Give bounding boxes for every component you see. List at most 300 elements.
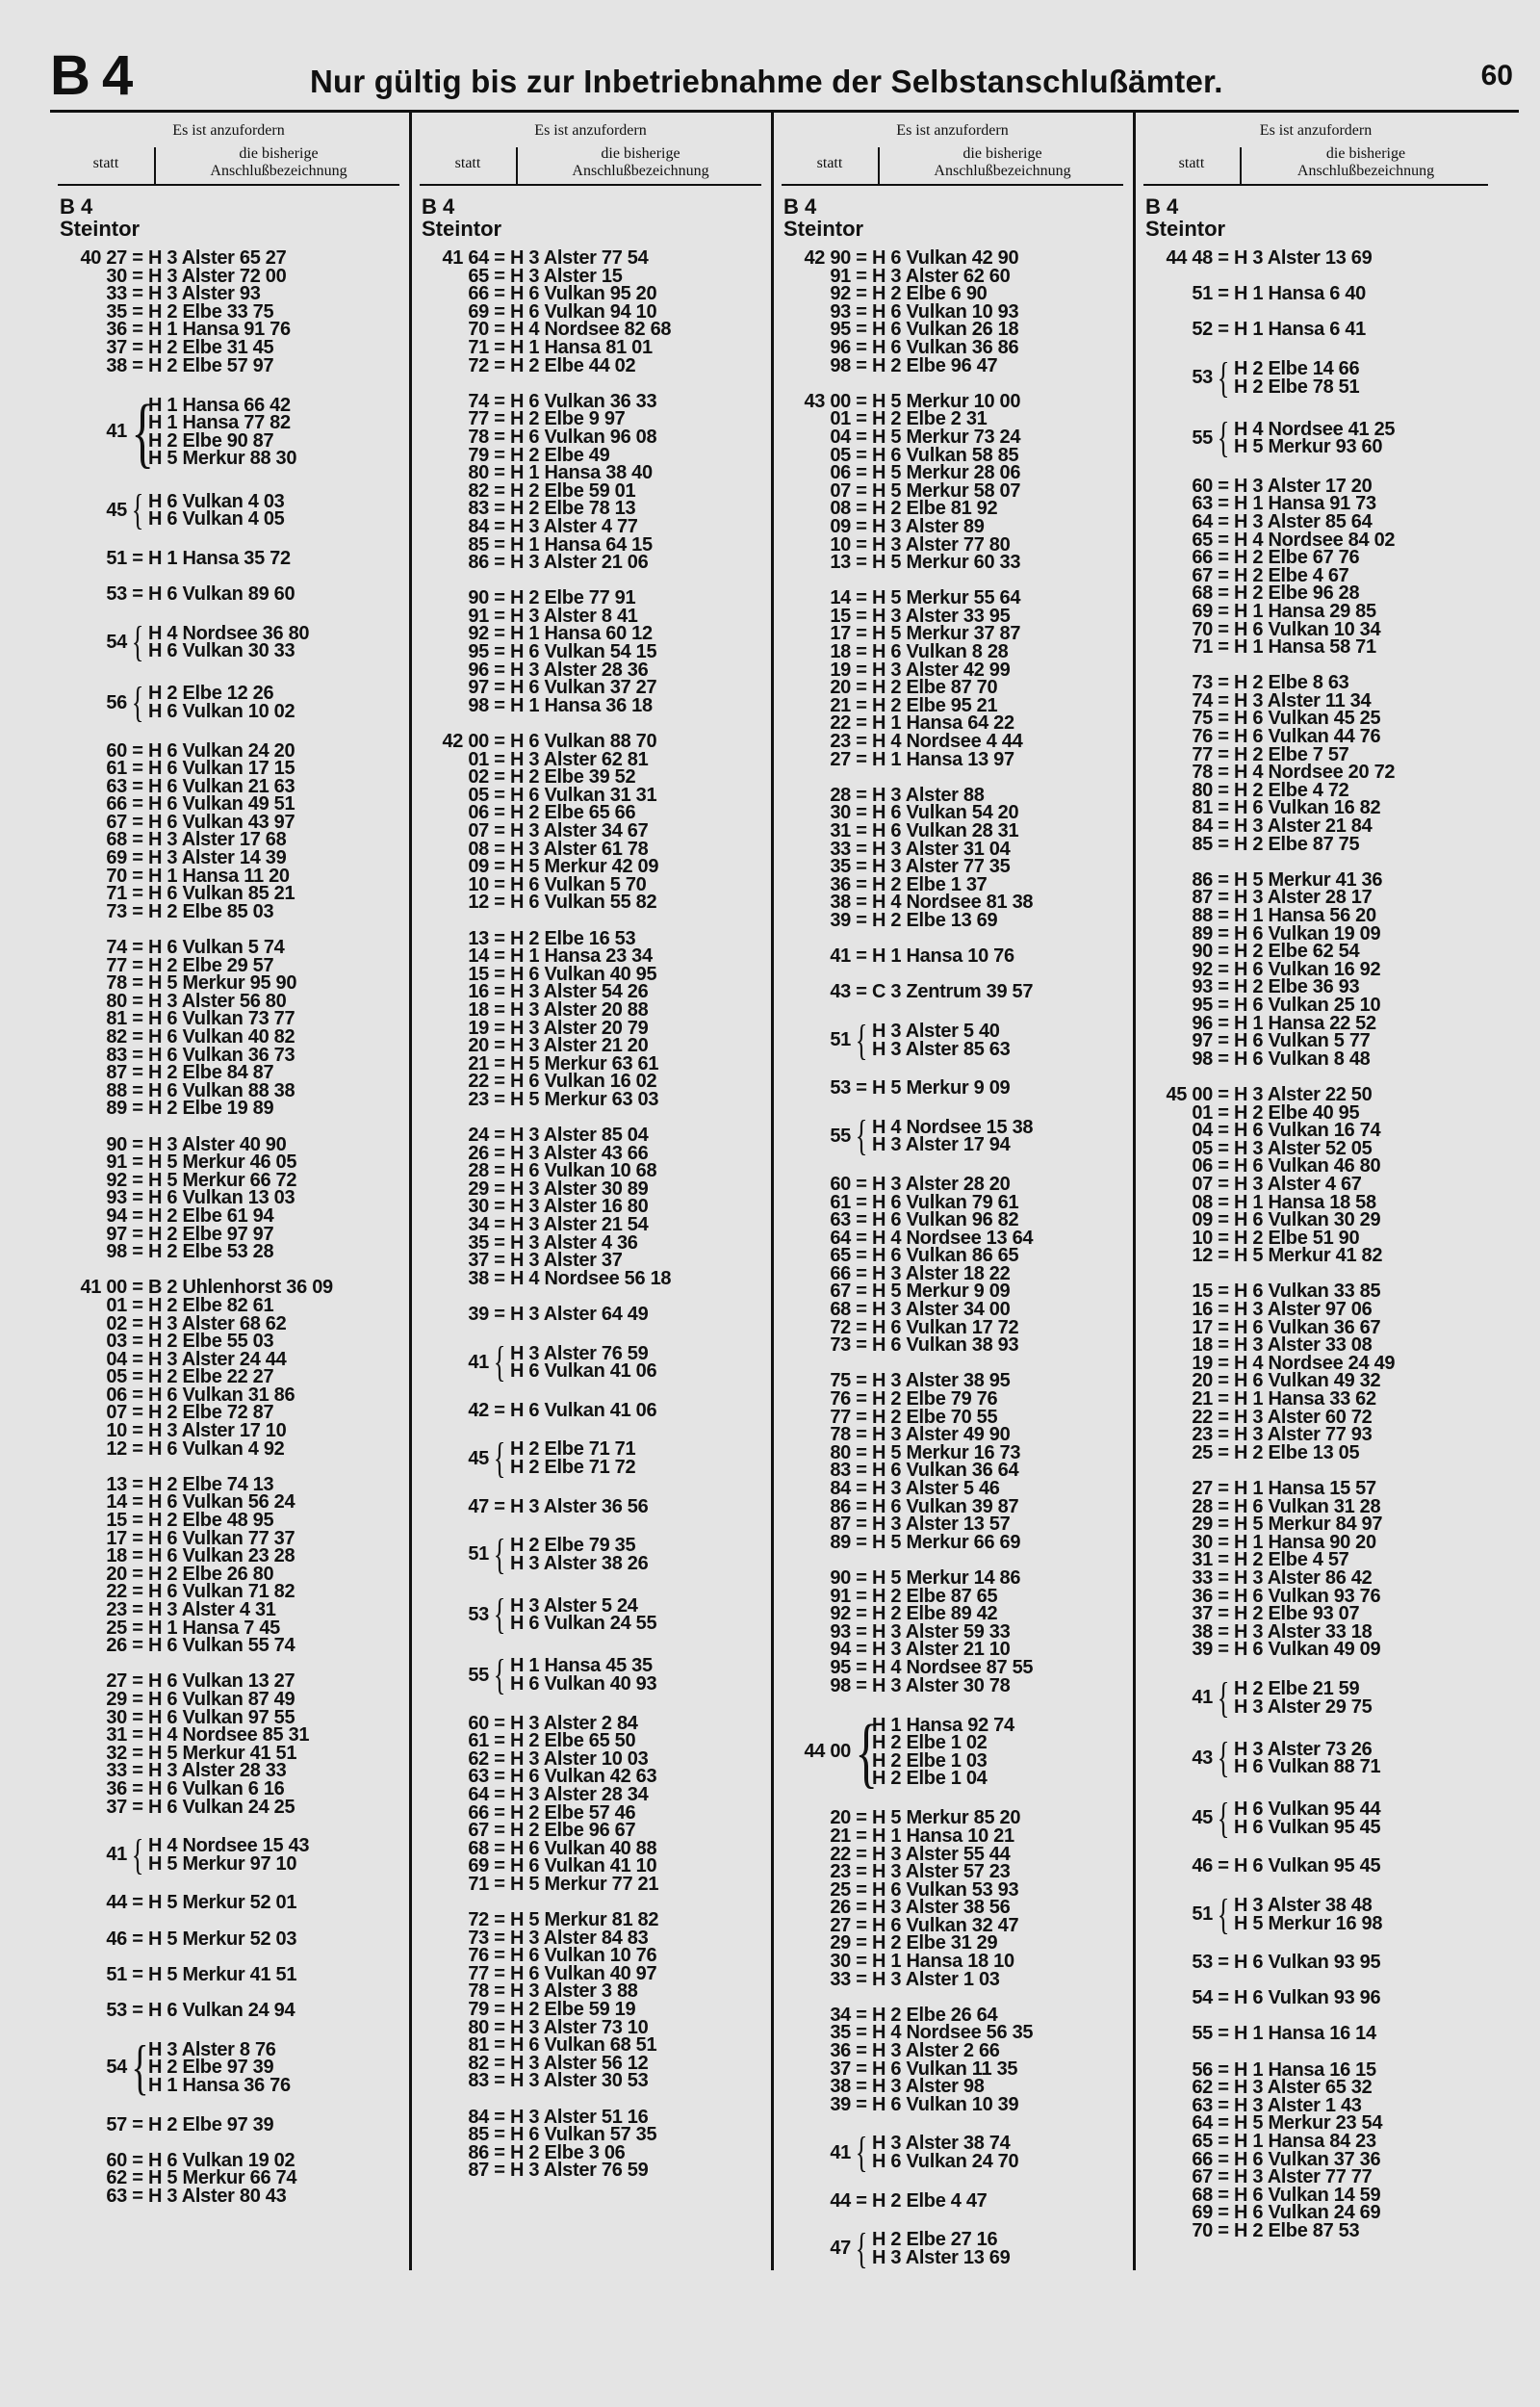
equals-sign: = <box>132 1617 143 1639</box>
prior-designation: H 3 Alster 17 20 <box>1234 475 1373 497</box>
prior-designation: H 2 Elbe 87 53 <box>1234 2220 1360 2241</box>
directory-column-2 <box>412 113 774 2270</box>
prior-designation: H 3 Alster 56 12 <box>510 2052 649 2074</box>
statt-number: 18 <box>106 1545 127 1567</box>
statt-number: 06 <box>468 802 489 824</box>
prior-designation: H 2 Elbe 7 57 <box>1234 743 1349 765</box>
statt-number: 41 <box>106 421 127 443</box>
prior-designation: H 6 Vulkan 8 48 <box>1234 1048 1371 1070</box>
statt-number: 65 <box>1192 2131 1213 2153</box>
equals-sign: = <box>132 883 143 905</box>
prior-designation: H 3 Alster 13 69 <box>1234 247 1373 269</box>
group-brace: { <box>131 486 144 534</box>
entry-group <box>782 1016 1123 1064</box>
statt-number: 30 <box>106 1706 127 1728</box>
equals-sign: = <box>132 1599 143 1620</box>
statt-number: 92 <box>468 623 489 645</box>
designation-list <box>148 685 295 720</box>
equals-sign: = <box>1218 1334 1229 1357</box>
prior-designation: H 2 Elbe 48 95 <box>148 1510 274 1532</box>
row-gap <box>58 724 399 742</box>
statt-number: 24 <box>468 1125 489 1147</box>
statt-number: 16 <box>468 981 489 1003</box>
prior-designation: H 6 Vulkan 40 97 <box>510 1962 657 1984</box>
statt-number: 53 <box>1192 367 1213 389</box>
equals-sign: = <box>1218 833 1229 855</box>
equals-sign: = <box>1218 600 1229 622</box>
statt-number: 96 <box>830 336 851 358</box>
statt-number: 91 <box>830 265 851 287</box>
entry-row <box>58 547 399 569</box>
entry-row <box>420 554 761 572</box>
prior-designation: H 2 Elbe 57 97 <box>148 354 274 376</box>
entry-row <box>782 1515 1123 1534</box>
directory-column-3 <box>774 113 1136 2270</box>
entry-row <box>782 748 1123 770</box>
statt-number: 31 <box>106 1724 127 1747</box>
statt-number: 26 <box>106 1635 127 1657</box>
equals-sign: = <box>1218 283 1229 305</box>
entry-row <box>1143 2133 1488 2151</box>
statt-number: 77 <box>1192 743 1213 765</box>
prior-designation: H 5 Merkur 77 21 <box>510 1873 659 1895</box>
equals-sign: = <box>494 1999 505 2021</box>
statt-number: 25 <box>1192 1441 1213 1463</box>
entry-row <box>1143 1122 1488 1140</box>
prior-designation: H 3 Alster 80 43 <box>148 2186 287 2208</box>
prior-designation: H 1 Hansa 22 52 <box>1234 1012 1376 1034</box>
statt-number: 42 90 <box>804 247 851 269</box>
equals-sign: = <box>494 587 505 609</box>
statt-number: 31 <box>1192 1549 1213 1571</box>
equals-sign: = <box>1218 743 1229 765</box>
statt-number: 51 <box>1192 283 1213 305</box>
equals-sign: = <box>132 1062 143 1084</box>
prior-designation: H 6 Vulkan 24 55 <box>510 1613 657 1635</box>
statt-number: 05 <box>1192 1137 1213 1159</box>
equals-sign: = <box>856 873 867 895</box>
equals-sign: = <box>856 1807 867 1829</box>
prior-designation: H 5 Merkur 41 36 <box>1234 868 1383 891</box>
statt-number: 67 <box>106 811 127 833</box>
prior-designation: H 6 Vulkan 93 76 <box>1234 1585 1381 1607</box>
statt-number: 63 <box>1192 493 1213 515</box>
statt-number: 10 <box>830 533 851 556</box>
prior-designation: H 3 Alster 64 49 <box>510 1304 649 1326</box>
prior-designation: H 6 Vulkan 10 34 <box>1234 618 1381 640</box>
statt-number: 61 <box>106 758 127 780</box>
entry-group <box>420 1591 761 1639</box>
statt-number: 92 <box>1192 958 1213 980</box>
statt-number: 28 <box>468 1160 489 1182</box>
equals-sign: = <box>494 1125 505 1147</box>
equals-sign: = <box>494 2016 505 2038</box>
equals-sign: = <box>1218 1441 1229 1463</box>
equals-sign: = <box>494 1231 505 1254</box>
equals-sign: = <box>1218 1370 1229 1392</box>
prior-designation: H 6 Vulkan 79 61 <box>872 1191 1019 1213</box>
row-gap <box>1143 1720 1488 1738</box>
equals-sign: = <box>494 927 505 949</box>
prior-designation: H 2 Elbe 1 03 <box>872 1749 988 1772</box>
entry-row <box>58 1028 399 1047</box>
prior-designation: H 2 Elbe 96 67 <box>510 1820 636 1842</box>
equals-sign: = <box>494 892 505 914</box>
designation-list <box>872 2135 1018 2170</box>
equals-sign: = <box>856 748 867 770</box>
statt-number: 20 <box>830 677 851 699</box>
statt-number: 39 <box>830 2093 851 2115</box>
prior-designation: H 2 Elbe 31 45 <box>148 336 274 358</box>
statt-number: 89 <box>830 1531 851 1553</box>
prior-designation: H 6 Vulkan 97 55 <box>148 1706 295 1728</box>
prior-designation: H 6 Vulkan 55 82 <box>510 892 657 914</box>
prior-designation: H 3 Alster 59 33 <box>872 1620 1011 1643</box>
prior-designation: H 6 Vulkan 30 33 <box>148 640 295 662</box>
entry-row <box>58 1726 399 1745</box>
prior-designation-label <box>520 145 761 180</box>
prior-designation: H 6 Vulkan 43 97 <box>148 811 295 833</box>
entry-group <box>58 678 399 726</box>
equals-sign: = <box>856 1299 867 1321</box>
entry-row <box>420 858 761 876</box>
equals-sign: = <box>494 1945 505 1967</box>
statt-number: 36 <box>830 2040 851 2062</box>
equals-sign: = <box>856 1514 867 1536</box>
statt-number: 22 <box>830 1843 851 1865</box>
statt-number: 21 <box>468 1052 489 1074</box>
statt-number: 23 <box>830 1861 851 1883</box>
prior-designation: H 2 Elbe 4 72 <box>1234 779 1349 801</box>
equals-sign: = <box>856 712 867 735</box>
statt-number: 38 <box>1192 1620 1213 1643</box>
equals-sign: = <box>494 1267 505 1289</box>
entry-row <box>58 900 399 922</box>
statt-number: 01 <box>1192 1101 1213 1124</box>
statt-number: 10 <box>1192 1227 1213 1249</box>
equals-sign: = <box>132 990 143 1012</box>
statt-number: 08 <box>468 838 489 860</box>
prior-designation: H 6 Vulkan 93 95 <box>1234 1952 1381 1974</box>
prior-designation: H 3 Alster 65 27 <box>148 247 287 269</box>
entry-row <box>1143 321 1488 339</box>
prior-designation: H 3 Alster 21 54 <box>510 1214 649 1236</box>
equals-sign: = <box>132 847 143 869</box>
prior-designation: H 4 Nordsee 85 31 <box>148 1724 310 1747</box>
prior-designation: H 6 Vulkan 37 36 <box>1234 2148 1381 2170</box>
equals-sign: = <box>1218 547 1229 569</box>
prior-designation: H 6 Vulkan 4 05 <box>148 508 285 531</box>
equals-sign: = <box>856 515 867 537</box>
statt-number: 36 <box>106 319 127 341</box>
equals-sign: = <box>132 1277 143 1299</box>
equals-sign: = <box>132 1133 143 1155</box>
prior-designation: H 4 Nordsee 41 25 <box>1234 418 1396 440</box>
prior-designation: H 5 Merkur 9 09 <box>872 1077 1011 1100</box>
prior-designation: H 2 Elbe 14 66 <box>1234 357 1360 379</box>
statt-number: 21 <box>830 1825 851 1847</box>
statt-number: 85 <box>468 2124 489 2146</box>
entry-row <box>420 428 761 447</box>
prior-designation: H 6 Vulkan 32 47 <box>872 1914 1019 1936</box>
equals-sign: = <box>856 426 867 448</box>
statt-number: 53 <box>830 1077 851 1100</box>
statt-number: 30 <box>830 802 851 824</box>
statt-number: 46 <box>1192 1855 1213 1877</box>
prior-designation: H 6 Vulkan 36 67 <box>1234 1316 1381 1338</box>
statt-number: 07 <box>468 820 489 841</box>
entry-row <box>420 336 761 358</box>
entry-row <box>782 1531 1123 1553</box>
group-brace: { <box>855 2129 868 2176</box>
equals-sign: = <box>494 1250 505 1272</box>
prior-designation: H 3 Alster 17 10 <box>148 1420 287 1442</box>
entry-row <box>1143 249 1488 268</box>
entry-row <box>1143 943 1488 961</box>
statt-number: 27 <box>830 748 851 770</box>
prior-designation: H 6 Vulkan 31 31 <box>510 784 657 806</box>
prior-designation: H 6 Vulkan 8 28 <box>872 641 1009 663</box>
equals-sign: = <box>856 731 867 753</box>
equals-sign: = <box>494 1017 505 1039</box>
equals-sign: = <box>494 1052 505 1074</box>
equals-sign: = <box>494 1980 505 2003</box>
prior-designation: H 6 Vulkan 30 29 <box>1234 1209 1381 1231</box>
prior-designation: H 4 Nordsee 4 44 <box>872 731 1023 753</box>
equals-sign: = <box>132 1510 143 1532</box>
prior-designation: H 4 Nordsee 84 02 <box>1234 529 1396 551</box>
prior-designation: H 3 Alster 65 32 <box>1234 2077 1373 2099</box>
designation-list <box>510 1342 657 1383</box>
statt-number: 04 <box>830 426 851 448</box>
row-gap <box>782 375 1123 393</box>
equals-sign: = <box>132 739 143 762</box>
prior-designation: H 2 Elbe 90 87 <box>148 429 274 452</box>
entry-row <box>58 1437 399 1460</box>
statt-number: 17 <box>106 1527 127 1549</box>
column-header <box>58 113 399 186</box>
prior-designation: H 3 Alster 85 63 <box>872 1038 1011 1060</box>
designation-list <box>872 1714 1014 1790</box>
equals-sign: = <box>132 1294 143 1316</box>
prior-designation: H 6 Vulkan 56 24 <box>148 1491 295 1514</box>
prior-designation: H 6 Vulkan 33 85 <box>1234 1281 1381 1303</box>
statt-number: 80 <box>106 990 127 1012</box>
statt-number: 90 <box>106 1133 127 1155</box>
statt-number: 18 <box>1192 1334 1213 1357</box>
entry-group <box>58 2033 399 2102</box>
equals-sign: = <box>856 1281 867 1303</box>
equals-sign: = <box>132 758 143 780</box>
prior-designation: H 3 Alster 4 36 <box>510 1231 638 1254</box>
statt-number: 32 <box>106 1742 127 1764</box>
entry-row <box>420 893 761 912</box>
statt-number: 80 <box>468 462 489 484</box>
equals-sign: = <box>132 583 143 606</box>
prior-designation: H 1 Hansa 15 57 <box>1234 1478 1376 1499</box>
statt-number: 86 <box>468 552 489 574</box>
equals-sign: = <box>132 1491 143 1514</box>
equals-sign: = <box>1218 1245 1229 1267</box>
prior-designation: H 2 Elbe 8 63 <box>1234 672 1349 694</box>
equals-sign: = <box>132 1581 143 1603</box>
statt-number: 98 <box>468 694 489 716</box>
equals-sign: = <box>856 1334 867 1357</box>
equals-sign: = <box>1218 636 1229 659</box>
prior-designation: H 1 Hansa 60 12 <box>510 623 653 645</box>
statt-number: 43 <box>830 981 851 1003</box>
prior-designation: H 3 Alster 33 08 <box>1234 1334 1373 1357</box>
statt-number: 92 <box>830 283 851 305</box>
statt-number: 98 <box>830 354 851 376</box>
prior-designation: H 2 Elbe 55 03 <box>148 1331 274 1353</box>
equals-sign: = <box>1218 976 1229 998</box>
section-code-label: B 4 <box>1145 194 1179 219</box>
prior-designation: H 2 Elbe 57 46 <box>510 1801 636 1824</box>
prior-designation: H 2 Elbe 3 06 <box>510 2141 626 2163</box>
statt-number: 73 <box>106 900 127 922</box>
statt-number: 29 <box>468 1178 489 1200</box>
prior-designation: H 3 Alster 24 44 <box>148 1348 287 1370</box>
equals-sign: = <box>132 547 143 569</box>
equals-sign: = <box>132 319 143 341</box>
entry-row <box>58 1243 399 1261</box>
equals-sign: = <box>856 265 867 287</box>
statt-number: 64 <box>830 1227 851 1249</box>
entry-row <box>782 1827 1123 1846</box>
statt-number: 97 <box>106 1223 127 1245</box>
statt-number: 60 <box>468 1712 489 1734</box>
statt-number: 23 <box>830 731 851 753</box>
statt-number: 51 <box>468 1543 489 1566</box>
statt-number: 94 <box>830 1639 851 1661</box>
group-brace: { <box>493 1435 506 1482</box>
designation-list <box>510 1657 656 1693</box>
entry-row <box>782 336 1123 358</box>
prior-designation: H 3 Alster 38 48 <box>1234 1894 1373 1916</box>
prior-designation: H 4 Nordsee 87 55 <box>872 1656 1034 1678</box>
group-brace: { <box>1217 1890 1230 1938</box>
prior-designation: H 1 Hansa 18 10 <box>872 1951 1014 1973</box>
equals-sign: = <box>856 1531 867 1553</box>
equals-sign: = <box>1218 1120 1229 1142</box>
entry-row <box>1143 1173 1488 1195</box>
prior-designation: H 5 Merkur 73 24 <box>872 426 1021 448</box>
column-header-divider <box>516 147 518 184</box>
entry-row <box>782 1674 1123 1696</box>
prior-designation: H 2 Elbe 96 47 <box>872 354 998 376</box>
equals-sign: = <box>494 1855 505 1877</box>
entry-row <box>58 336 399 358</box>
prior-designation: H 2 Elbe 70 55 <box>872 1406 998 1428</box>
statt-number: 22 <box>106 1581 127 1603</box>
entry-row <box>420 515 761 537</box>
prior-designation: H 4 Nordsee 24 49 <box>1234 1352 1396 1374</box>
prior-designation: H 6 Vulkan 36 86 <box>872 336 1019 358</box>
statt-number: 67 <box>468 1820 489 1842</box>
prior-designation: H 6 Vulkan 10 68 <box>510 1160 657 1182</box>
prior-designation: H 5 Merkur 9 09 <box>872 1281 1011 1303</box>
prior-designation: H 6 Vulkan 23 28 <box>148 1545 295 1567</box>
statt-number: 09 <box>830 515 851 537</box>
statt-number: 41 <box>830 945 851 968</box>
designation-list <box>148 394 297 470</box>
statt-number: 28 <box>830 784 851 806</box>
prior-designation: H 5 Merkur 41 82 <box>1234 1245 1383 1267</box>
prior-designation: H 1 Hansa 64 22 <box>872 712 1014 735</box>
prior-label-line2: Anschlußbezeichnung <box>572 163 709 179</box>
prior-designation: H 6 Vulkan 40 95 <box>510 963 657 985</box>
entry-row <box>782 909 1123 931</box>
equals-sign: = <box>132 793 143 815</box>
prior-designation: H 1 Hansa 36 76 <box>148 2074 291 2096</box>
column-header <box>782 113 1123 186</box>
equals-sign: = <box>494 873 505 895</box>
equals-sign: = <box>1218 2148 1229 2170</box>
equals-sign: = <box>1218 797 1229 819</box>
statt-number: 41 00 <box>80 1277 127 1299</box>
statt-number: 54 <box>106 632 127 654</box>
statt-number: 76 <box>1192 726 1213 748</box>
equals-sign: = <box>1218 1388 1229 1411</box>
equals-sign: = <box>1218 922 1229 945</box>
statt-number: 37 <box>830 2058 851 2080</box>
statt-number: 85 <box>1192 833 1213 855</box>
prior-designation: H 5 Merkur 28 06 <box>872 462 1021 484</box>
entry-row <box>420 1267 761 1289</box>
prior-designation: H 3 Alster 89 <box>872 515 985 537</box>
prior-designation: H 6 Vulkan 45 25 <box>1234 708 1381 730</box>
prior-designation: H 6 Vulkan 68 51 <box>510 2034 657 2057</box>
equals-sign: = <box>132 265 143 287</box>
statt-number: 25 <box>830 1878 851 1901</box>
statt-number: 09 <box>468 856 489 878</box>
equals-sign: = <box>132 2186 143 2208</box>
statt-number: 14 <box>106 1491 127 1514</box>
prior-designation: H 2 Elbe 19 89 <box>148 1098 274 1120</box>
statt-number: 23 <box>1192 1424 1213 1446</box>
prior-designation: H 6 Vulkan 77 37 <box>148 1527 295 1549</box>
equals-sign: = <box>856 1620 867 1643</box>
prior-designation: H 6 Vulkan 21 63 <box>148 775 295 797</box>
section-code-label: B 4 <box>60 194 93 219</box>
prior-designation: H 3 Alster 77 77 <box>1234 2166 1373 2188</box>
equals-sign: = <box>856 820 867 841</box>
designation-list <box>872 2231 1010 2266</box>
equals-sign: = <box>1218 1352 1229 1374</box>
statt-number: 51 <box>106 1963 127 1985</box>
statt-number: 19 <box>468 1017 489 1039</box>
entry-row <box>420 354 761 376</box>
statt-number: 95 <box>830 1656 851 1678</box>
equals-sign: = <box>1218 319 1229 341</box>
statt-number: 80 <box>830 1441 851 1463</box>
equals-sign: = <box>1218 762 1229 784</box>
equals-sign: = <box>494 802 505 824</box>
entry-row <box>782 285 1123 303</box>
equals-sign: = <box>1218 1620 1229 1643</box>
statt-number: 27 <box>830 1914 851 1936</box>
prior-designation: H 6 Vulkan 4 03 <box>148 490 285 512</box>
prior-designation: H 6 Vulkan 40 93 <box>510 1672 657 1695</box>
prior-designation: H 6 Vulkan 54 20 <box>872 802 1019 824</box>
statt-number: 78 <box>1192 762 1213 784</box>
equals-sign: = <box>856 892 867 914</box>
prior-designation: H 3 Alster 22 50 <box>1234 1083 1373 1105</box>
equals-sign: = <box>494 2034 505 2057</box>
equals-sign: = <box>856 587 867 609</box>
row-gap <box>58 604 399 622</box>
